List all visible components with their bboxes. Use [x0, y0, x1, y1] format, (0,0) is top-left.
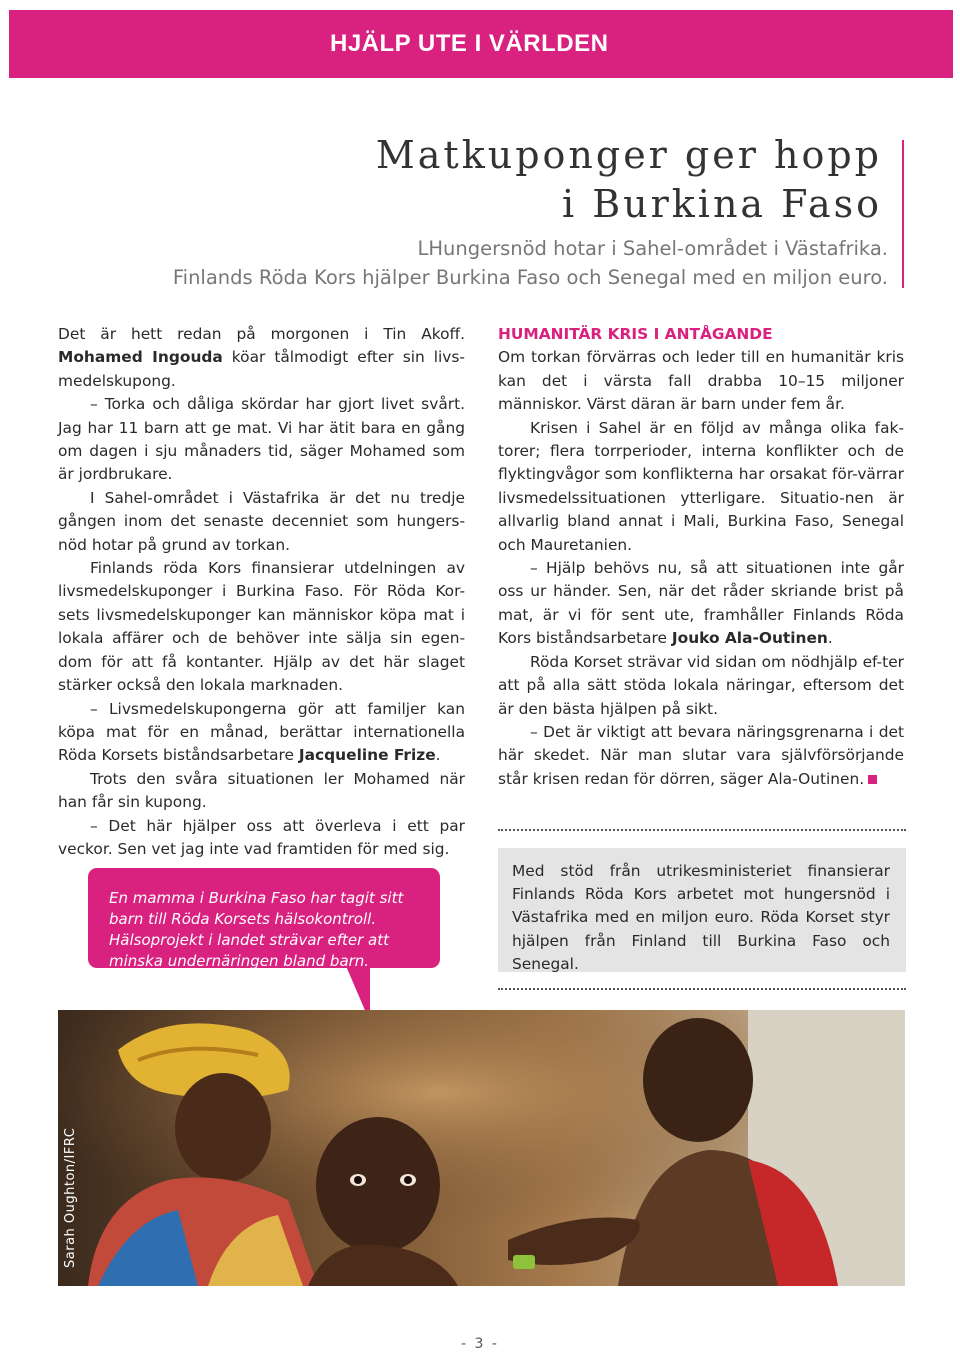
- page-number: - 3 -: [461, 1336, 499, 1352]
- caption-speech-bubble: [88, 868, 440, 968]
- left-paragraph-5: – Livsmedelskupongerna gör att familjer kan köpa mat för en månad, berättar internationella Röda Korsets biståndsarbetare Jacqueline Frize.: [58, 699, 465, 765]
- paragraph-text: köar tålmodigt efter sin livs-medelskupong.: [58, 348, 465, 390]
- article-title-line-2: i Burkina Faso: [561, 182, 882, 226]
- left-text-column: [58, 323, 465, 861]
- right-paragraph-4: Röda Korset strävar vid sidan om nödhjälp ef-ter att på alla sätt stöda lokala näringar, eftersom det är den bästa hjälpen på sikt.: [498, 652, 904, 718]
- right-paragraph-5: [498, 721, 904, 791]
- paragraph-text: – Hjälp behövs nu, så att situationen inte går oss ur händer. Sen, när det råder skriande brist på mat, är vi för sent ute, framhåller Finlands Röda Kors biståndsarbetare: [498, 559, 904, 648]
- article-end-square-icon: [868, 775, 877, 784]
- dotted-divider-top: [498, 829, 906, 831]
- photo-illustration: [58, 1010, 905, 1286]
- left-paragraph-4: Finlands röda Kors finansierar utdelningen av livsmedelskuponger i Burkina Faso. För Röda Kor-sets livsmedelskuponger kan människor köpa mat i lokala affärer och de behöver inte sälja sin egen-dom för att få kontanter. Hjälp av det här slaget stärker också den lokala marknaden.: [58, 559, 465, 695]
- person-name: Mohamed Ingouda: [58, 348, 223, 367]
- left-paragraph-2: – Torka och dåliga skördar har gjort livet svårt. Jag har 11 barn att ge mat. Vi har ätit bara en gång om dagen i sju månaders tid, säger Mohamed som är jordbrukare.: [58, 395, 465, 484]
- paragraph-text: – Det är viktigt att bevara näringsgrenarna i det här skedet. När man slutar vara självförsörjande står krisen redan för dörren, säger Ala-Outinen.: [498, 722, 904, 788]
- left-paragraph-1: [58, 323, 465, 393]
- article-subtitle-line-2: Finlands Röda Kors hjälper Burkina Faso och Senegal med en miljon euro.: [172, 266, 888, 289]
- person-name: Jouko Ala-Outinen: [671, 629, 828, 648]
- article-subtitle-line-1: LHungersnöd hotar i Sahel-området i Västafrika.: [417, 237, 888, 260]
- photo-caption: En mamma i Burkina Faso har tagit sitt barn till Röda Korsets hälsokontroll. Hälsoprojekt i landet strävar efter att minska undernäringen bland barn.: [109, 889, 404, 970]
- right-paragraph-1: Om torkan förvärras och leder till en humanitär kris kan det i värsta fall drabba 10–15 miljoner människor. Värst däran är barn under fem år.: [498, 348, 904, 414]
- title-accent-rule: [902, 140, 904, 288]
- right-paragraph-3: – Hjälp behövs nu, så att situationen inte går oss ur händer. Sen, när det råder skriande brist på mat, är vi för sent ute, framhåller Finlands Röda Kors biståndsarbetare Jouko Ala-Outinen.: [498, 559, 904, 648]
- left-paragraph-7: – Det här hjälper oss att överleva i ett par veckor. Sen vet jag inte vad framtiden för med sig.: [58, 816, 465, 858]
- paragraph-text: Det är hett redan på morgonen i Tin Akoff.: [58, 325, 465, 343]
- right-text-column: [498, 323, 904, 791]
- subsection-heading: HUMANITÄR KRIS I ANTÅGANDE: [498, 325, 773, 343]
- article-title-line-1: Matkuponger ger hopp: [375, 133, 882, 177]
- photo-credit: Sarah Oughton/IFRC: [63, 1127, 78, 1268]
- info-box: [498, 848, 906, 972]
- left-paragraph-6: Trots den svåra situationen ler Mohamed när han får sin kupong.: [58, 769, 465, 812]
- paragraph-text: – Livsmedelskupongerna gör att familjer kan köpa mat för en månad, berättar internationella Röda Korsets biståndsarbetare: [58, 699, 465, 765]
- left-paragraph-3: I Sahel-området i Västafrika är det nu tredje gången inom det senaste decenniet som hungers-nöd hotar på grund av torkan.: [58, 488, 465, 554]
- section-label: HJÄLP UTE I VÄRLDEN: [330, 30, 609, 57]
- info-box-text: Med stöd från utrikesministeriet finansierar Finlands Röda Kors arbetet mot hungersnöd i Västafrika med en miljon euro. Röda Korset styr hjälpen från Finland till Burkina Faso och Senegal.: [512, 862, 890, 973]
- person-name: Jacqueline Frize: [298, 746, 436, 765]
- dotted-divider-bottom: [498, 988, 906, 990]
- article-photo: [58, 1010, 905, 1286]
- right-paragraph-2: Krisen i Sahel är en följd av många olika fak-torer; flera torrperioder, interna konflikter och de flyktingvågor som konflikterna har orsakat för-värrar livsmedelssituationen ytterligare. Situatio-nen är allvarlig bland annat i Mali, Burkina Faso, Senegal och Mauretanien.: [498, 418, 904, 554]
